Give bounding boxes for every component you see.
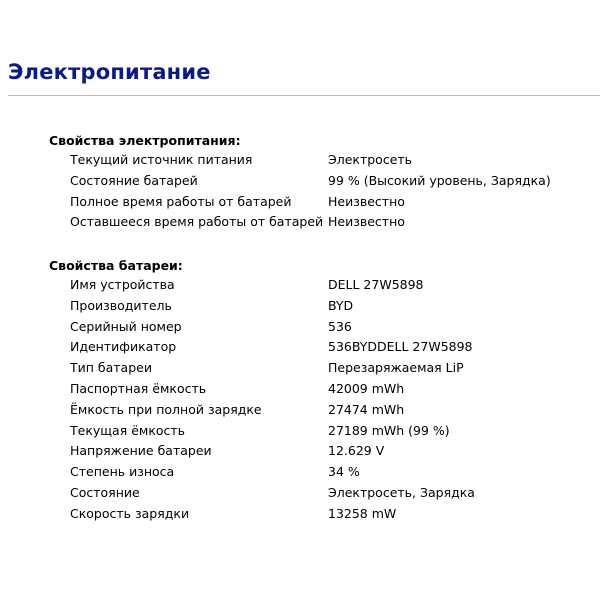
property-row-current-capacity — [49, 421, 600, 442]
property-value: Электросеть, Зарядка — [328, 484, 475, 500]
property-label: Напряжение батареи — [70, 443, 212, 459]
property-label: Серийный номер — [70, 318, 182, 334]
property-value: 99 % (Высокий уровень, Зарядка) — [328, 172, 551, 188]
property-label: Скорость зарядки — [70, 505, 190, 521]
property-label: Оставшееся время работы от батарей — [70, 214, 324, 230]
page-title: Электропитание — [8, 60, 211, 84]
property-row-battery-voltage — [49, 441, 600, 462]
section-heading-battery-properties: Свойства батареи: — [49, 258, 183, 273]
property-label: Ёмкость при полной зарядке — [70, 401, 262, 417]
title-divider — [8, 95, 600, 96]
property-value: Неизвестно — [328, 193, 405, 209]
property-label: Паспортная ёмкость — [70, 380, 207, 396]
property-label: Степень износа — [70, 464, 175, 480]
property-label: Идентификатор — [70, 339, 177, 355]
property-label: Текущий источник питания — [70, 152, 253, 167]
property-row-identifier — [49, 337, 600, 358]
property-value: 13258 mW — [328, 505, 397, 521]
property-value: Неизвестно — [328, 214, 405, 230]
section-heading-power-properties: Свойства электропитания: — [49, 133, 241, 148]
property-value: BYD — [328, 297, 354, 313]
property-row-wear-level — [49, 462, 600, 483]
property-row-current-power-source — [49, 150, 600, 171]
power-properties-section — [49, 132, 600, 233]
property-label: Состояние батарей — [70, 172, 198, 188]
property-label: Имя устройства — [70, 277, 175, 292]
property-value: Электросеть — [328, 152, 413, 167]
property-row-remaining-battery-runtime — [49, 212, 600, 233]
property-value: 12.629 V — [328, 443, 385, 459]
property-row-state — [49, 483, 600, 504]
property-label: Состояние — [70, 484, 140, 500]
property-row-manufacturer — [49, 296, 600, 317]
battery-properties-section — [49, 257, 600, 525]
property-row-charge-rate — [49, 504, 600, 525]
property-value: 27189 mWh (99 %) — [328, 422, 450, 438]
property-row-battery-type — [49, 358, 600, 379]
property-row-battery-status — [49, 171, 600, 192]
property-row-full-battery-runtime — [49, 192, 600, 213]
property-label: Текущая ёмкость — [70, 422, 186, 438]
property-value: 42009 mWh — [328, 380, 405, 396]
property-row-full-charge-capacity — [49, 400, 600, 421]
property-value: 34 % — [328, 464, 360, 480]
property-label: Полное время работы от батарей — [70, 193, 292, 209]
property-value: 536 — [328, 318, 352, 334]
property-value: DELL 27W5898 — [328, 277, 424, 292]
property-value: 536BYDDELL 27W5898 — [328, 339, 473, 355]
property-value: 27474 mWh — [328, 401, 405, 417]
property-row-design-capacity — [49, 379, 600, 400]
property-label: Производитель — [70, 297, 172, 313]
property-row-serial-number — [49, 317, 600, 338]
property-row-device-name — [49, 275, 600, 296]
property-label: Тип батареи — [70, 360, 152, 376]
property-value: Перезаряжаемая LiP — [328, 360, 464, 376]
